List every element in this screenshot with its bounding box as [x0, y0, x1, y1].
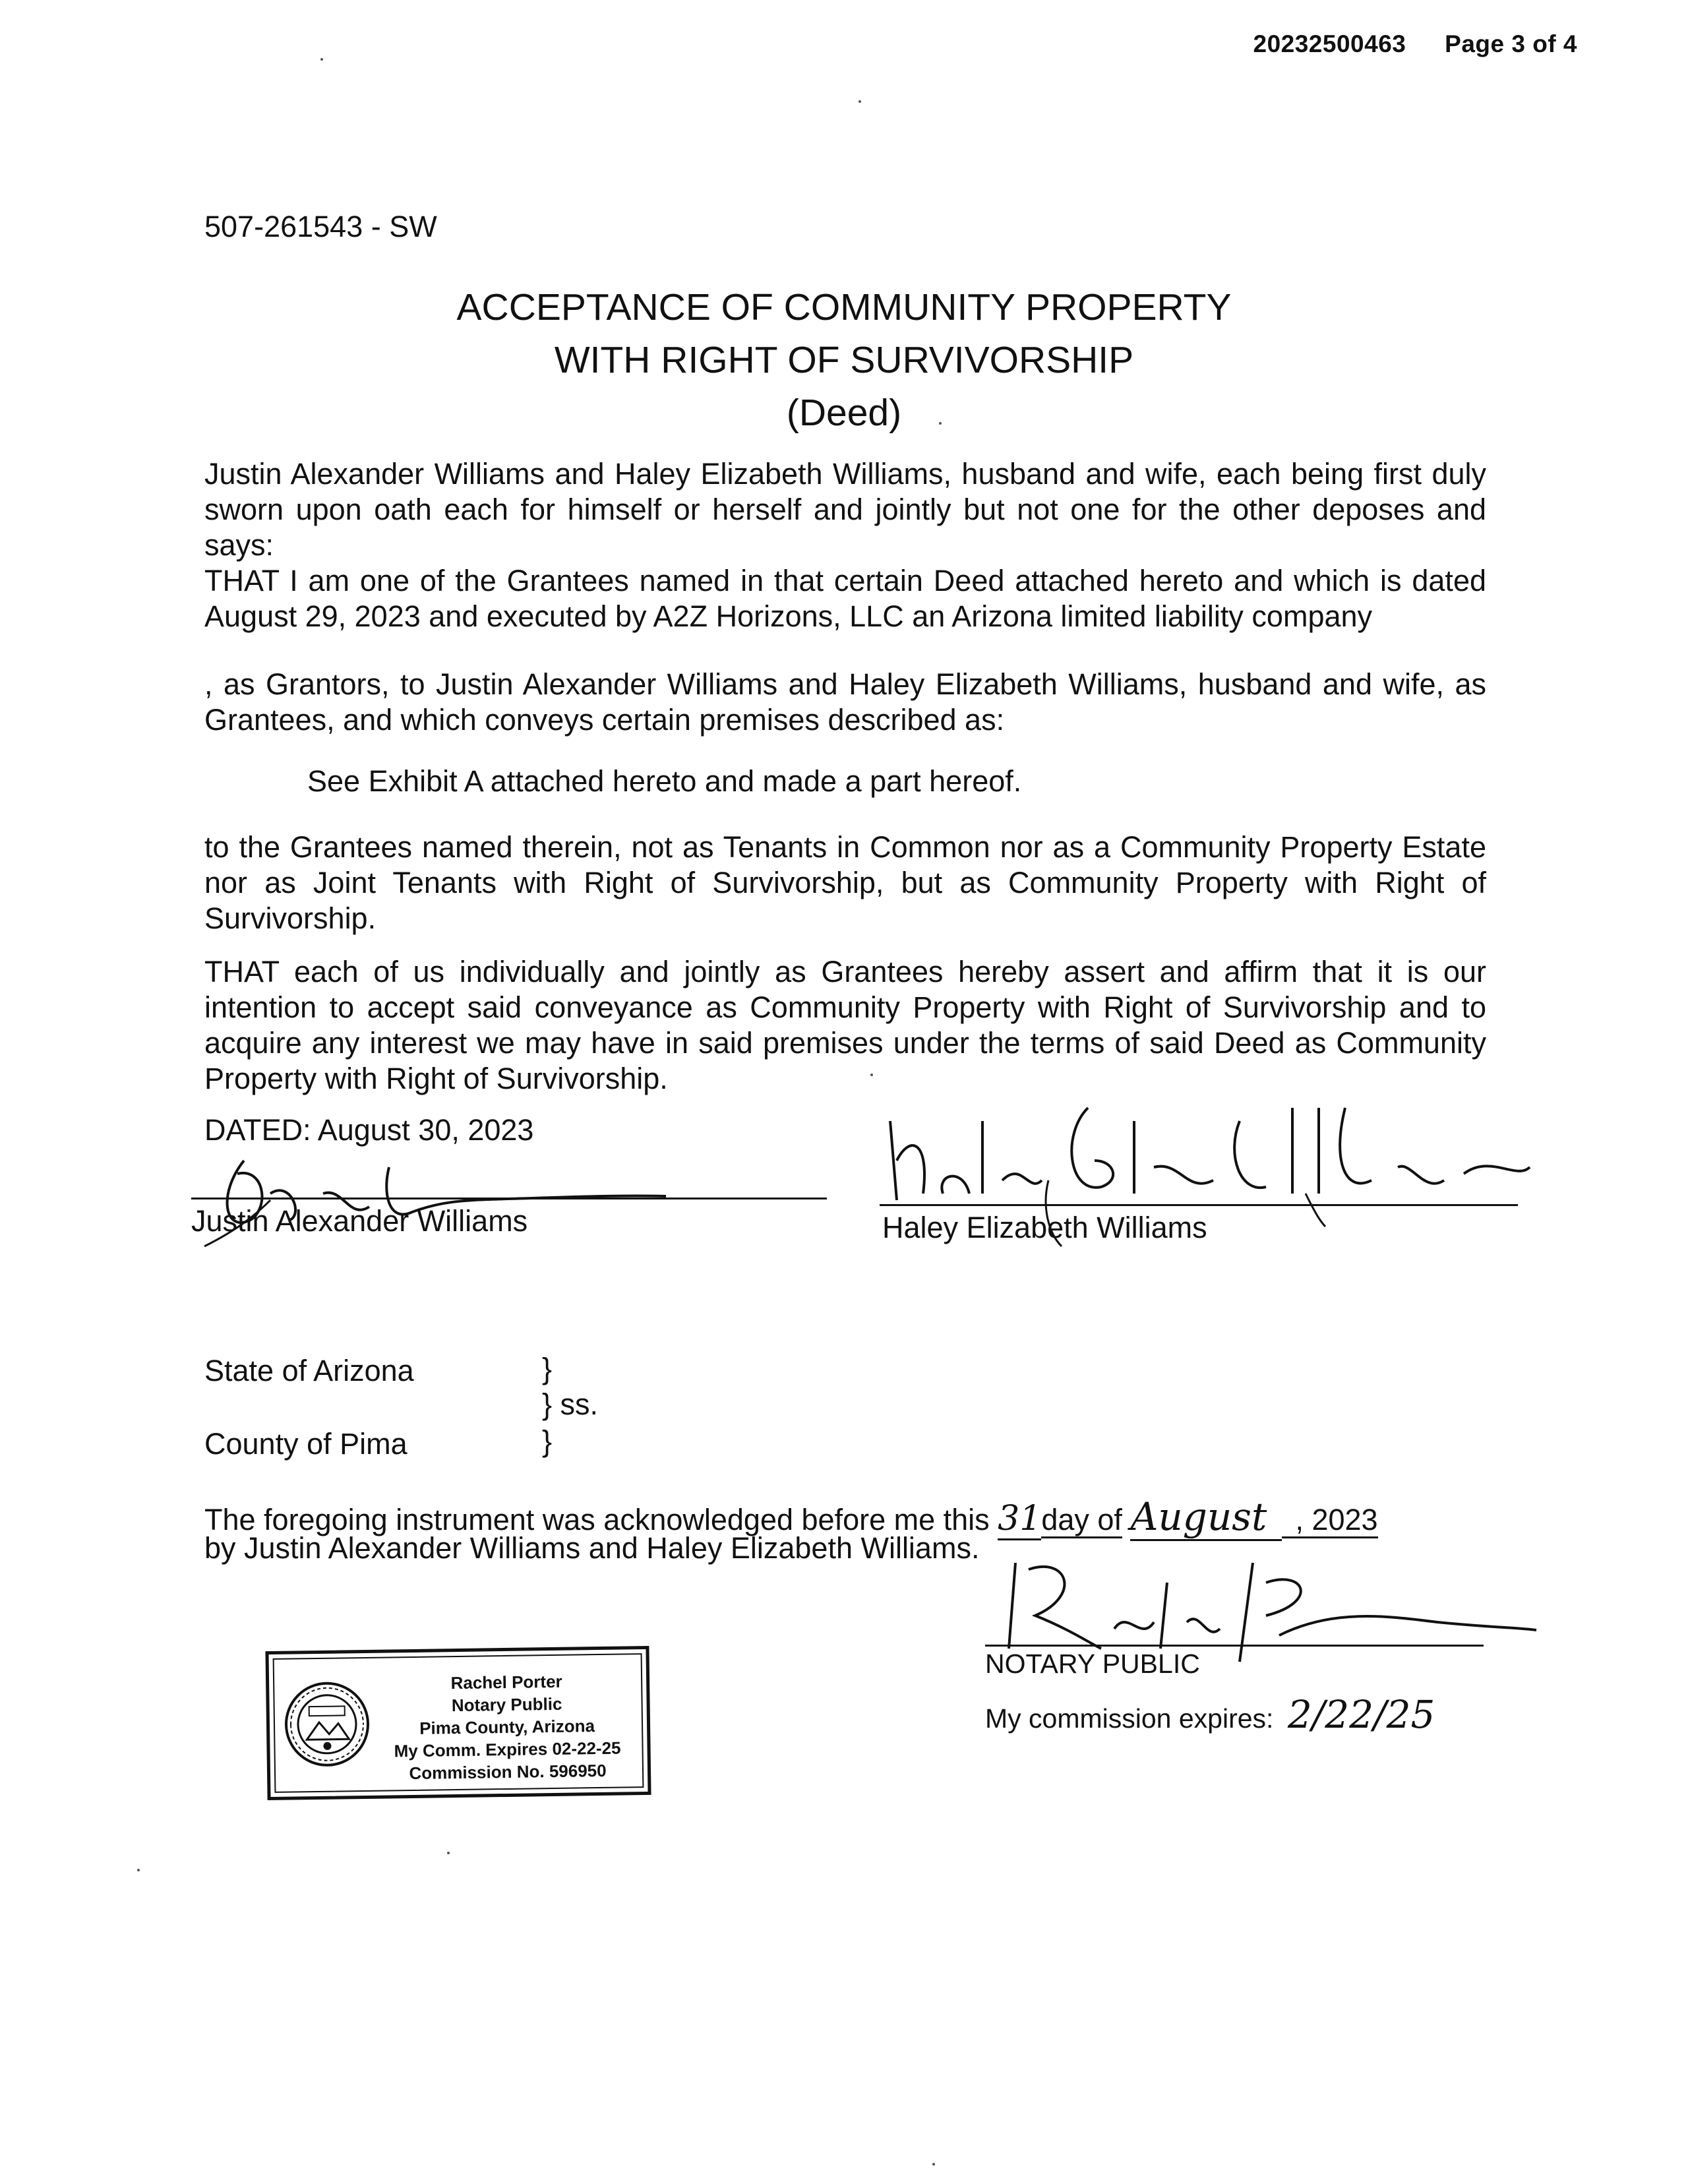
notary-public-label: NOTARY PUBLIC [985, 1649, 1200, 1679]
page-indicator: Page 3 of 4 [1445, 30, 1577, 57]
file-number: 507-261543 - SW [204, 210, 437, 243]
stamp-county: Pima County, Arizona [419, 1716, 595, 1738]
page-header [1222, 30, 1578, 58]
signer-name-right: Haley Elizabeth Williams [882, 1211, 1207, 1244]
acknowledgment-year: , 2023 [1282, 1503, 1377, 1538]
paragraph-grantors: , as Grantors, to Justin Alexander Williams and Haley Elizabeth Williams, husband and wife, as Grantees, and which conveys certain premises described as: [204, 667, 1486, 737]
signature-line-left [191, 1198, 827, 1199]
recording-number: 20232500463 [1253, 30, 1406, 57]
venue-state: State of Arizona [204, 1354, 414, 1387]
scan-speck [870, 1074, 873, 1076]
acknowledgment-month: August [1130, 1494, 1282, 1541]
state-seal-icon [282, 1680, 372, 1769]
scan-speck [137, 1869, 140, 1871]
paragraph-affirmation: THAT each of us individually and jointly as Grantees hereby assert and affirm that it is our intention to accept said conveyance as Community Property with Right of Survivorship and to acquire any interest we may have in said premises under the terms of said Deed as Community Property with Right of Survivorship. [204, 955, 1486, 1095]
stamp-role: Notary Public [451, 1693, 562, 1716]
signer-name-left: Justin Alexander Williams [191, 1204, 528, 1238]
paragraph-tenancy: to the Grantees named therein, not as Tenants in Common nor as a Community Property Estate nor as Joint Tenants with Right of Survivorship, but as Community Property with Right of Survivorship. [204, 830, 1486, 935]
commission-expires-date: 2/22/25 [1287, 1692, 1435, 1737]
scan-speck [320, 58, 323, 61]
venue-brace-3: } [542, 1424, 553, 1458]
document-title [0, 281, 1688, 439]
scan-speck [859, 100, 861, 103]
scan-speck [939, 422, 942, 425]
venue-brace-ss: } ss. [542, 1387, 599, 1421]
stamp-commission: Commission No. 596950 [409, 1760, 607, 1784]
signature-justin [191, 1121, 692, 1259]
venue-brace-1: } [542, 1352, 553, 1385]
acknowledgment-day: 31 [998, 1499, 1041, 1540]
acknowledgment-text: The foregoing instrument was acknowledged before me this [204, 1503, 990, 1536]
scan-speck [932, 2163, 935, 2166]
stamp-name: Rachel Porter [450, 1671, 562, 1693]
paragraph-deposes: Justin Alexander Williams and Haley Elizabeth Williams, husband and wife, each being first duly sworn upon oath each for himself or herself and jointly but not one for the other deposes and says: [204, 457, 1486, 562]
dated-line: DATED: August 30, 2023 [204, 1113, 534, 1147]
title-line-2: WITH RIGHT OF SURVIVORSHIP [554, 339, 1134, 381]
scan-speck [447, 1852, 450, 1854]
signature-line-right [880, 1204, 1518, 1206]
commission-expires-label: My commission expires: [985, 1703, 1274, 1734]
commission-expires [985, 1692, 1435, 1737]
title-line-3: (Deed) [786, 392, 902, 434]
paragraph-grantee-deed: THAT I am one of the Grantees named in that certain Deed attached hereto and which is dated August 29, 2023 and executed by A2Z Horizons, LLC an Arizona limited liability company [204, 564, 1486, 633]
exhibit-reference: See Exhibit A attached hereto and made a part hereof. [307, 764, 1022, 798]
title-line-1: ACCEPTANCE OF COMMUNITY PROPERTY [456, 286, 1232, 328]
stamp-expires: My Comm. Expires 02-22-25 [394, 1738, 621, 1761]
notary-stamp [265, 1646, 651, 1800]
acknowledgment-line-2: by Justin Alexander Williams and Haley Elizabeth Williams. [204, 1531, 980, 1565]
acknowledgment-day-of: day of [1041, 1503, 1122, 1538]
notary-signature-line [985, 1645, 1484, 1647]
notary-stamp-text [368, 1669, 646, 1785]
venue-county: County of Pima [204, 1427, 407, 1461]
